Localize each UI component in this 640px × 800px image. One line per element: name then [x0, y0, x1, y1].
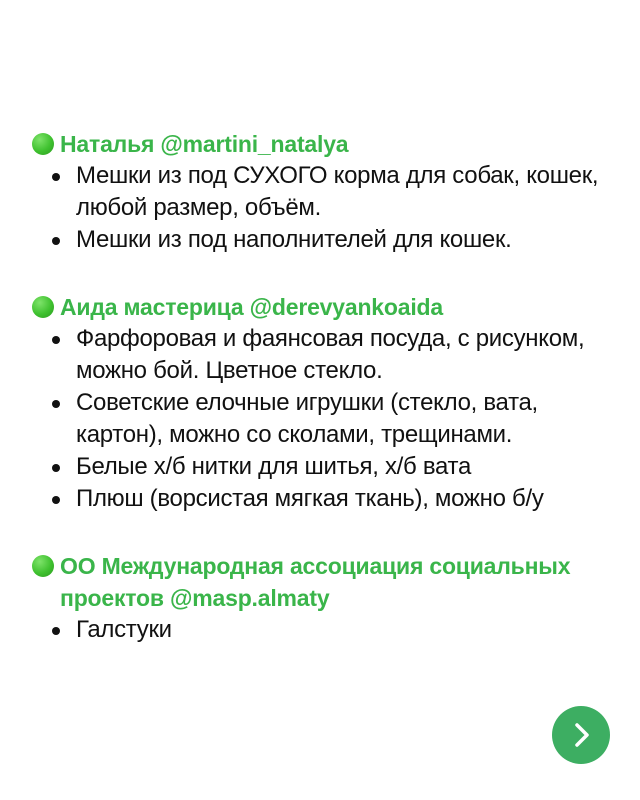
list-item-text: Галстуки: [76, 616, 172, 643]
list-item: [50, 451, 616, 483]
green-circle-icon: [32, 133, 54, 155]
list-item: [50, 323, 616, 387]
list-item-text: Фарфоровая и фаянсовая посуда, с рисунком, можно бой. Цветное стекло.: [76, 325, 585, 384]
section-masp: [32, 550, 616, 646]
list-item: [50, 160, 616, 224]
bullet-icon: [52, 400, 60, 408]
section-header: [32, 550, 616, 614]
bullet-icon: [52, 464, 60, 472]
list-item-text: Советские елочные игрушки (стекло, вата, картон), можно со сколами, трещинами.: [76, 389, 538, 448]
list-item: [50, 483, 616, 515]
section-title[interactable]: Аида мастерица @derevyankoaida: [60, 294, 443, 320]
section-header: [32, 291, 616, 323]
section-title[interactable]: ОО Международная ассоциация социальных проектов @masp.almaty: [60, 553, 571, 611]
content: [32, 128, 616, 646]
section-aida: [32, 291, 616, 515]
next-button[interactable]: [552, 706, 610, 764]
bullet-icon: [52, 173, 60, 181]
list-item-text: Мешки из под СУХОГО корма для собак, кошек, любой размер, объём.: [76, 162, 599, 221]
bullet-icon: [52, 627, 60, 635]
item-list: [32, 614, 616, 646]
green-circle-icon: [32, 296, 54, 318]
section-title[interactable]: Наталья @martini_natalya: [60, 131, 349, 157]
list-item-text: Плюш (ворсистая мягкая ткань), можно б/у: [76, 485, 544, 512]
bullet-icon: [52, 496, 60, 504]
section-header: [32, 128, 616, 160]
bullet-icon: [52, 237, 60, 245]
item-list: [32, 323, 616, 515]
list-item-text: Белые х/б нитки для шитья, х/б вата: [76, 453, 471, 480]
section-natalya: [32, 128, 616, 256]
list-item: [50, 387, 616, 451]
list-item-text: Мешки из под наполнителей для кошек.: [76, 226, 512, 253]
list-item: [50, 614, 616, 646]
green-circle-icon: [32, 555, 54, 577]
bullet-icon: [52, 336, 60, 344]
item-list: [32, 160, 616, 256]
list-item: [50, 224, 616, 256]
chevron-right-icon: [567, 721, 595, 749]
